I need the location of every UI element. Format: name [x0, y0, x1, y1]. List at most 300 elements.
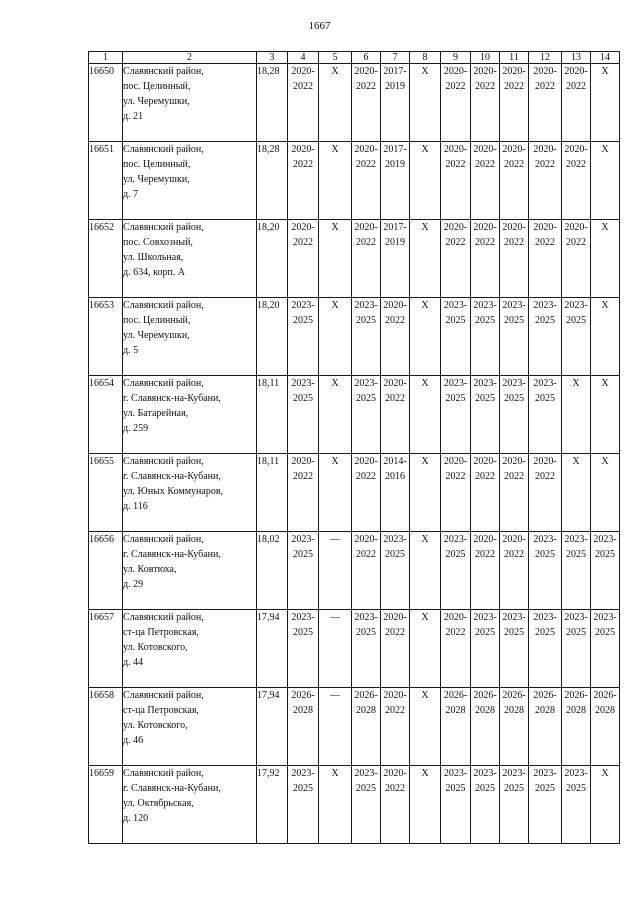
period-value: 2023-: [291, 378, 315, 389]
period-cell-c4: [288, 220, 319, 298]
period-cell-c9: [441, 532, 471, 610]
period-cell-c12: [529, 532, 562, 610]
period-value: 2022: [356, 549, 376, 560]
area-cell: 18,11: [257, 454, 288, 532]
area-cell: 18,02: [257, 532, 288, 610]
period-value: 2020-: [383, 300, 407, 311]
period-value: 2022: [566, 237, 586, 248]
period-cell-c6: [352, 376, 381, 454]
period-cell-c4: [288, 532, 319, 610]
column-header: 4: [288, 52, 319, 64]
period-value: 2025: [566, 549, 586, 560]
period-value: 2020-: [473, 222, 497, 233]
period-value: 2025: [356, 783, 376, 794]
period-value: 2023-: [533, 768, 557, 779]
period-cell-c14: [591, 142, 620, 220]
period-cell-c8: [410, 220, 441, 298]
period-cell-c13: [562, 766, 591, 844]
address-cell: [123, 532, 257, 610]
period-value: 2020-: [473, 534, 497, 545]
period-value: 2023-: [533, 612, 557, 623]
period-value: 2022: [535, 471, 555, 482]
period-cell-c5: [319, 376, 352, 454]
period-cell-c6: [352, 454, 381, 532]
period-value: 2017-: [383, 66, 407, 77]
period-value: 2025: [566, 315, 586, 326]
period-value: 2020-: [473, 456, 497, 467]
period-cell-c8: [410, 766, 441, 844]
period-value: X: [601, 768, 609, 779]
period-cell-c14: [591, 376, 620, 454]
address-line: ул. Котовского,: [123, 642, 188, 653]
period-value: 2025: [535, 783, 555, 794]
period-value: 2023-: [473, 378, 497, 389]
period-value: 2026-: [564, 690, 588, 701]
row-number-cell: 16650: [89, 64, 123, 142]
period-cell-c10: [471, 142, 500, 220]
period-value: 2023-: [473, 612, 497, 623]
period-value: 2025: [535, 627, 555, 638]
table-row: [89, 376, 620, 454]
address-line: д. 5: [123, 345, 139, 356]
area-cell: 18,11: [257, 376, 288, 454]
address-line: ул. Черемушки,: [123, 330, 190, 341]
period-cell-c10: [471, 454, 500, 532]
period-value: 2023-: [473, 300, 497, 311]
period-value: 2028: [293, 705, 313, 716]
period-value: 2023-: [354, 378, 378, 389]
period-value: X: [421, 300, 429, 311]
period-value: 2025: [535, 393, 555, 404]
address-line: Славянский район,: [123, 378, 204, 389]
column-header: 2: [123, 52, 257, 64]
period-cell-c4: [288, 142, 319, 220]
period-value: 2022: [475, 471, 495, 482]
period-value: 2026-: [291, 690, 315, 701]
period-cell-c8: [410, 64, 441, 142]
period-cell-c7: [381, 610, 410, 688]
period-value: 2025: [475, 315, 495, 326]
period-value: 2028: [535, 705, 555, 716]
period-value: 2020-: [291, 66, 315, 77]
period-value: X: [601, 300, 609, 311]
period-value: 2023-: [564, 300, 588, 311]
period-value: 2025: [475, 393, 495, 404]
period-cell-c7: [381, 766, 410, 844]
period-value: 2022: [535, 81, 555, 92]
period-value: 2025: [504, 783, 524, 794]
period-value: 2014-: [383, 456, 407, 467]
period-cell-c13: [562, 298, 591, 376]
period-cell-c13: [562, 688, 591, 766]
period-value: 2020-: [502, 144, 526, 155]
period-value: 2020-: [502, 456, 526, 467]
address-line: г. Славянск-на-Кубани,: [123, 471, 221, 482]
period-cell-c5: [319, 64, 352, 142]
period-cell-c10: [471, 64, 500, 142]
period-cell-c11: [500, 220, 529, 298]
period-value: 2022: [293, 471, 313, 482]
period-value: 2020-: [354, 222, 378, 233]
period-value: 2028: [504, 705, 524, 716]
period-value: X: [331, 300, 339, 311]
period-value: 2023-: [533, 300, 557, 311]
address-cell: [123, 376, 257, 454]
period-value: X: [331, 456, 339, 467]
period-value: 2026-: [502, 690, 526, 701]
period-cell-c10: [471, 766, 500, 844]
period-value: 2023-: [291, 612, 315, 623]
period-value: 2022: [535, 237, 555, 248]
area-cell: 17,92: [257, 766, 288, 844]
area-cell: 17,94: [257, 610, 288, 688]
address-line: Славянский район,: [123, 144, 204, 155]
period-value: 2020-: [564, 222, 588, 233]
period-cell-c11: [500, 766, 529, 844]
period-cell-c11: [500, 142, 529, 220]
period-value: 2023-: [291, 300, 315, 311]
period-value: 2028: [356, 705, 376, 716]
period-cell-c6: [352, 532, 381, 610]
period-cell-c12: [529, 298, 562, 376]
period-value: X: [601, 144, 609, 155]
period-value: X: [331, 144, 339, 155]
period-cell-c6: [352, 64, 381, 142]
period-value: 2020-: [443, 222, 468, 233]
period-cell-c14: [591, 688, 620, 766]
table-body: [89, 64, 620, 844]
period-value: 2023-: [291, 534, 315, 545]
period-value: 2025: [293, 393, 313, 404]
address-cell: [123, 220, 257, 298]
period-value: 2022: [445, 237, 466, 248]
table-row: [89, 298, 620, 376]
period-cell-c6: [352, 688, 381, 766]
period-value: 2025: [595, 627, 615, 638]
period-cell-c9: [441, 64, 471, 142]
period-cell-c12: [529, 610, 562, 688]
period-cell-c9: [441, 688, 471, 766]
period-value: 2023-: [593, 534, 617, 545]
period-value: 2022: [445, 627, 466, 638]
period-value: 2020-: [383, 612, 407, 623]
address-line: Славянский район,: [123, 534, 204, 545]
period-cell-c4: [288, 376, 319, 454]
period-value: 2017-: [383, 222, 407, 233]
period-value: 2020-: [533, 144, 557, 155]
address-line: ул. Черемушки,: [123, 96, 190, 107]
period-value: 2022: [356, 81, 376, 92]
period-value: 2025: [504, 393, 524, 404]
row-number-cell: 16651: [89, 142, 123, 220]
period-value: 2022: [445, 471, 466, 482]
period-value: 2020-: [354, 144, 378, 155]
period-cell-c12: [529, 688, 562, 766]
period-value: X: [421, 378, 429, 389]
period-value: X: [421, 66, 429, 77]
period-cell-c9: [441, 142, 471, 220]
period-value: 2023-: [502, 768, 526, 779]
period-cell-c4: [288, 298, 319, 376]
address-cell: [123, 766, 257, 844]
address-line: д. 116: [123, 501, 148, 512]
address-line: ул. Октябрьская,: [123, 798, 194, 809]
address-line: ул. Школьная,: [123, 252, 184, 263]
area-cell: 17,94: [257, 688, 288, 766]
address-line: ст-ца Петровская,: [123, 627, 199, 638]
period-value: 2020-: [533, 456, 557, 467]
period-value: 2023-: [533, 534, 557, 545]
period-cell-c7: [381, 142, 410, 220]
address-cell: [123, 454, 257, 532]
period-value: 2023-: [564, 534, 588, 545]
period-value: 2025: [475, 627, 495, 638]
period-value: X: [421, 222, 429, 233]
period-value: 2025: [445, 549, 466, 560]
period-cell-c10: [471, 532, 500, 610]
period-value: 2026-: [443, 690, 468, 701]
period-cell-c9: [441, 610, 471, 688]
period-value: 2025: [293, 627, 313, 638]
row-number-cell: 16654: [89, 376, 123, 454]
period-cell-c12: [529, 220, 562, 298]
address-line: Славянский район,: [123, 690, 204, 701]
column-header: 14: [591, 52, 620, 64]
address-line: Славянский район,: [123, 222, 204, 233]
period-value: 2022: [535, 159, 555, 170]
address-cell: [123, 610, 257, 688]
period-value: 2020-: [533, 66, 557, 77]
period-value: 2022: [504, 237, 524, 248]
period-cell-c5: [319, 532, 352, 610]
period-value: 2028: [595, 705, 615, 716]
period-value: 2023-: [291, 768, 315, 779]
period-value: X: [331, 66, 339, 77]
period-value: 2022: [504, 549, 524, 560]
period-value: 2020-: [291, 456, 315, 467]
row-number-cell: 16659: [89, 766, 123, 844]
period-cell-c5: [319, 142, 352, 220]
period-cell-c8: [410, 610, 441, 688]
period-value: 2023-: [354, 768, 378, 779]
period-cell-c7: [381, 64, 410, 142]
period-value: 2025: [445, 393, 466, 404]
period-value: 2025: [535, 315, 555, 326]
period-value: 2022: [385, 783, 405, 794]
period-cell-c6: [352, 766, 381, 844]
period-cell-c7: [381, 298, 410, 376]
period-cell-c14: [591, 766, 620, 844]
address-line: д. 29: [123, 579, 144, 590]
period-value: 2022: [445, 159, 466, 170]
address-line: г. Славянск-на-Кубани,: [123, 549, 221, 560]
table-row: [89, 454, 620, 532]
address-line: пос. Целинный,: [123, 81, 191, 92]
period-cell-c10: [471, 298, 500, 376]
period-value: 2022: [385, 315, 405, 326]
address-line: пос. Совхозный,: [123, 237, 193, 248]
table-row: [89, 220, 620, 298]
period-value: 2019: [385, 81, 405, 92]
period-value: 2022: [475, 237, 495, 248]
period-cell-c10: [471, 688, 500, 766]
address-line: ст-ца Петровская,: [123, 705, 199, 716]
period-cell-c11: [500, 454, 529, 532]
period-value: 2019: [385, 237, 405, 248]
period-cell-c4: [288, 766, 319, 844]
period-value: 2016: [385, 471, 405, 482]
period-value: X: [421, 144, 429, 155]
period-value: X: [331, 222, 339, 233]
period-cell-c11: [500, 64, 529, 142]
period-cell-c13: [562, 64, 591, 142]
period-value: 2022: [385, 393, 405, 404]
period-cell-c11: [500, 532, 529, 610]
period-value: X: [421, 456, 429, 467]
period-value: 2023-: [502, 612, 526, 623]
row-number-cell: 16652: [89, 220, 123, 298]
period-value: —: [330, 612, 340, 623]
address-line: д. 21: [123, 111, 144, 122]
period-cell-c13: [562, 142, 591, 220]
period-cell-c13: [562, 376, 591, 454]
column-header: 8: [410, 52, 441, 64]
page-number: 1667: [308, 20, 331, 32]
table-row: [89, 610, 620, 688]
address-cell: [123, 298, 257, 376]
period-cell-c11: [500, 298, 529, 376]
period-value: 2023-: [502, 300, 526, 311]
period-cell-c12: [529, 454, 562, 532]
address-line: д. 46: [123, 735, 144, 746]
period-value: 2025: [595, 549, 615, 560]
period-value: 2023-: [593, 612, 617, 623]
period-value: 2025: [356, 393, 376, 404]
period-value: 2020-: [564, 66, 588, 77]
address-line: г. Славянск-на-Кубани,: [123, 783, 221, 794]
period-cell-c12: [529, 142, 562, 220]
area-cell: 18,28: [257, 142, 288, 220]
period-value: 2020-: [443, 612, 468, 623]
address-cell: [123, 142, 257, 220]
period-value: 2022: [504, 159, 524, 170]
period-value: 2025: [293, 315, 313, 326]
period-value: 2028: [566, 705, 586, 716]
address-line: д. 7: [123, 189, 139, 200]
period-value: 2020-: [354, 456, 378, 467]
address-cell: [123, 688, 257, 766]
address-line: ул. Батарейная,: [123, 408, 189, 419]
period-value: 2023-: [473, 768, 497, 779]
address-line: д. 634, корп. А: [123, 267, 186, 278]
period-cell-c13: [562, 220, 591, 298]
address-line: ул. Черемушки,: [123, 174, 190, 185]
row-number-cell: 16656: [89, 532, 123, 610]
column-header: 13: [562, 52, 591, 64]
row-number-cell: 16657: [89, 610, 123, 688]
period-cell-c5: [319, 298, 352, 376]
period-value: 2022: [445, 81, 466, 92]
row-number-cell: 16658: [89, 688, 123, 766]
period-cell-c5: [319, 220, 352, 298]
period-cell-c6: [352, 142, 381, 220]
period-value: 2022: [504, 81, 524, 92]
period-cell-c13: [562, 610, 591, 688]
period-value: X: [601, 378, 609, 389]
period-value: 2025: [385, 549, 405, 560]
row-number-cell: 16655: [89, 454, 123, 532]
period-cell-c7: [381, 376, 410, 454]
period-value: 2025: [356, 627, 376, 638]
period-cell-c9: [441, 298, 471, 376]
table-row: [89, 64, 620, 142]
period-value: 2025: [475, 783, 495, 794]
period-value: X: [572, 378, 580, 389]
period-value: 2022: [385, 705, 405, 716]
period-value: 2020-: [564, 144, 588, 155]
column-header: 9: [441, 52, 471, 64]
period-value: X: [601, 456, 609, 467]
period-cell-c14: [591, 64, 620, 142]
address-line: ул. Юных Коммунаров,: [123, 486, 224, 497]
period-value: 2022: [504, 471, 524, 482]
period-value: 2026-: [533, 690, 557, 701]
address-line: ул. Котовского,: [123, 720, 188, 731]
address-line: пос. Целинный,: [123, 159, 191, 170]
address-line: Славянский район,: [123, 456, 204, 467]
table-row: [89, 688, 620, 766]
row-number-cell: 16653: [89, 298, 123, 376]
period-cell-c4: [288, 688, 319, 766]
period-value: X: [421, 534, 429, 545]
period-cell-c10: [471, 376, 500, 454]
period-cell-c5: [319, 454, 352, 532]
period-cell-c9: [441, 220, 471, 298]
period-value: 2022: [293, 159, 313, 170]
period-cell-c10: [471, 220, 500, 298]
period-value: 2020-: [443, 144, 468, 155]
period-value: 2023-: [354, 612, 378, 623]
period-cell-c14: [591, 610, 620, 688]
header-row: [89, 52, 620, 64]
address-line: д. 44: [123, 657, 144, 668]
period-value: —: [330, 690, 340, 701]
period-value: 2022: [475, 81, 495, 92]
period-value: 2022: [293, 81, 313, 92]
address-line: Славянский район,: [123, 300, 204, 311]
period-cell-c14: [591, 220, 620, 298]
period-value: 2023-: [443, 768, 468, 779]
period-value: X: [421, 768, 429, 779]
period-value: 2019: [385, 159, 405, 170]
period-cell-c12: [529, 766, 562, 844]
period-cell-c7: [381, 454, 410, 532]
period-value: 2028: [445, 705, 466, 716]
period-value: 2028: [475, 705, 495, 716]
period-cell-c7: [381, 220, 410, 298]
period-value: 2022: [475, 159, 495, 170]
period-cell-c7: [381, 532, 410, 610]
period-cell-c13: [562, 454, 591, 532]
period-cell-c12: [529, 376, 562, 454]
address-line: Славянский район,: [123, 768, 204, 779]
period-cell-c5: [319, 766, 352, 844]
period-value: 2020-: [291, 222, 315, 233]
period-cell-c9: [441, 766, 471, 844]
period-value: 2023-: [533, 378, 557, 389]
area-cell: 18,20: [257, 298, 288, 376]
period-value: 2023-: [383, 534, 407, 545]
